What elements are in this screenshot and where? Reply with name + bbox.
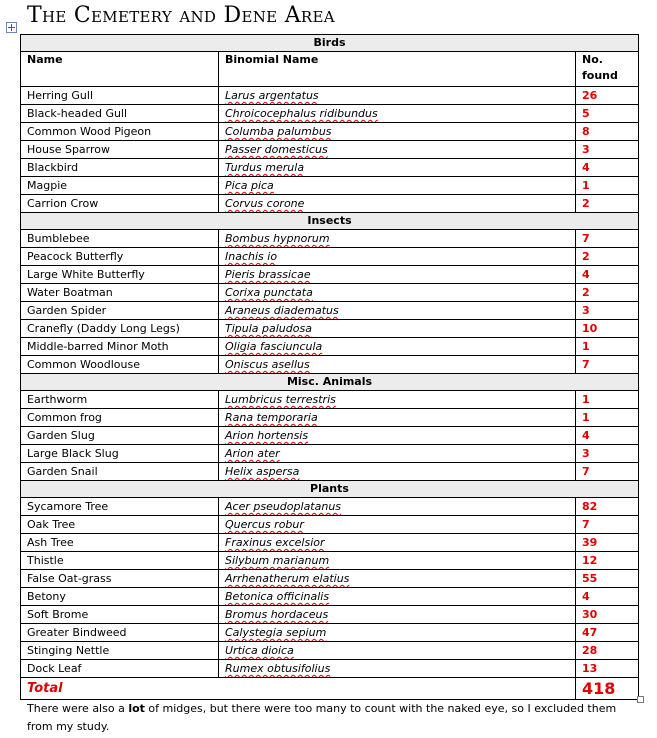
table-row: [21, 534, 639, 552]
table-row: [21, 266, 639, 284]
count-value: 5: [576, 105, 639, 123]
species-name: Earthworm: [21, 391, 219, 409]
table-row: [21, 105, 639, 123]
species-table: [20, 34, 639, 700]
table-row: [21, 427, 639, 445]
table-row: [21, 552, 639, 570]
count-value: 4: [576, 266, 639, 284]
count-value: 26: [576, 87, 639, 105]
section-title: Misc. Animals: [21, 374, 639, 391]
binomial-cell: [219, 409, 576, 427]
column-header-row: [21, 52, 639, 87]
count-value: 4: [576, 159, 639, 177]
species-name: Dock Leaf: [21, 660, 219, 678]
table-row: [21, 141, 639, 159]
table-row: [21, 588, 639, 606]
table-row: [21, 498, 639, 516]
column-header-name: Name: [21, 52, 219, 87]
species-name: Black-headed Gull: [21, 105, 219, 123]
binomial-name: Bromus hordaceus: [225, 608, 329, 621]
binomial-cell: [219, 588, 576, 606]
table-row: [21, 195, 639, 213]
binomial-name: Bombus hypnorum: [225, 232, 330, 245]
table-row: [21, 356, 639, 374]
table-row: [21, 177, 639, 195]
count-value: 2: [576, 195, 639, 213]
table-row: [21, 660, 639, 678]
binomial-name: Fraxinus excelsior: [225, 536, 325, 549]
count-value: 10: [576, 320, 639, 338]
species-name: Garden Slug: [21, 427, 219, 445]
binomial-cell: [219, 642, 576, 660]
note-paragraph: [27, 700, 639, 736]
species-name: Large White Butterfly: [21, 266, 219, 284]
species-name: Stinging Nettle: [21, 642, 219, 660]
count-value: 3: [576, 445, 639, 463]
note-text-start: There were also a: [27, 702, 129, 715]
species-name: Blackbird: [21, 159, 219, 177]
binomial-name: Betonica officinalis: [225, 590, 330, 603]
species-name: Sycamore Tree: [21, 498, 219, 516]
binomial-name: Pica pica: [225, 179, 274, 192]
table-row: [21, 463, 639, 481]
binomial-name: Rana temporaria: [225, 411, 318, 424]
binomial-cell: [219, 338, 576, 356]
binomial-cell: [219, 159, 576, 177]
binomial-name: Arion hortensis: [225, 429, 309, 442]
species-name: Cranefly (Daddy Long Legs): [21, 320, 219, 338]
species-name: Large Black Slug: [21, 445, 219, 463]
binomial-name: Acer pseudoplatanus: [225, 500, 342, 513]
species-name: House Sparrow: [21, 141, 219, 159]
section-header-row: [21, 481, 639, 498]
count-value: 4: [576, 427, 639, 445]
binomial-cell: [219, 320, 576, 338]
section-title: Birds: [21, 35, 639, 52]
binomial-cell: [219, 552, 576, 570]
binomial-name: Arion ater: [225, 447, 280, 460]
binomial-cell: [219, 284, 576, 302]
table-row: [21, 570, 639, 588]
species-name: Peacock Butterfly: [21, 248, 219, 266]
binomial-cell: [219, 105, 576, 123]
binomial-name: Pieris brassicae: [225, 268, 311, 281]
binomial-cell: [219, 123, 576, 141]
table-row: [21, 409, 639, 427]
table-row: [21, 230, 639, 248]
species-name: Carrion Crow: [21, 195, 219, 213]
note-text-emphasis: lot: [128, 702, 145, 715]
table-row: [21, 338, 639, 356]
count-value: 7: [576, 516, 639, 534]
species-name: Greater Bindweed: [21, 624, 219, 642]
count-value: 7: [576, 356, 639, 374]
binomial-cell: [219, 427, 576, 445]
species-name: Common frog: [21, 409, 219, 427]
binomial-cell: [219, 87, 576, 105]
binomial-name: Calystegia sepium: [225, 626, 327, 639]
table-row: [21, 87, 639, 105]
note-text-end: of midges, but there were too many to count with the naked eye, so I excluded them from my study.: [27, 702, 617, 733]
binomial-cell: [219, 606, 576, 624]
table-row: [21, 284, 639, 302]
species-name: Soft Brome: [21, 606, 219, 624]
count-value: 1: [576, 338, 639, 356]
binomial-name: Chroicocephalus ridibundus: [225, 107, 378, 120]
species-name: Garden Snail: [21, 463, 219, 481]
binomial-cell: [219, 195, 576, 213]
binomial-name: Urtica dioica: [225, 644, 294, 657]
count-value: 8: [576, 123, 639, 141]
species-name: Betony: [21, 588, 219, 606]
count-value: 4: [576, 588, 639, 606]
species-name: Magpie: [21, 177, 219, 195]
binomial-cell: [219, 570, 576, 588]
count-value: 7: [576, 230, 639, 248]
species-table-body: [21, 35, 639, 700]
count-value: 13: [576, 660, 639, 678]
species-name: Herring Gull: [21, 87, 219, 105]
species-name: False Oat-grass: [21, 570, 219, 588]
total-label: Total: [21, 678, 576, 700]
binomial-name: Corixa punctata: [225, 286, 313, 299]
binomial-cell: [219, 177, 576, 195]
section-title: Plants: [21, 481, 639, 498]
binomial-cell: [219, 463, 576, 481]
count-value: 55: [576, 570, 639, 588]
count-value: 47: [576, 624, 639, 642]
document-title: The Cemetery and Dene Area: [27, 3, 335, 28]
binomial-name: Corvus corone: [225, 197, 305, 210]
binomial-cell: [219, 230, 576, 248]
table-row: [21, 123, 639, 141]
binomial-cell: [219, 248, 576, 266]
binomial-cell: [219, 302, 576, 320]
column-header-count: No. found: [576, 52, 639, 87]
species-name: Bumblebee: [21, 230, 219, 248]
binomial-name: Oligia fasciuncula: [225, 340, 323, 353]
binomial-name: Passer domesticus: [225, 143, 328, 156]
binomial-cell: [219, 534, 576, 552]
binomial-name: Rumex obtusifolius: [225, 662, 331, 675]
section-header-row: [21, 374, 639, 391]
count-value: 1: [576, 391, 639, 409]
move-arrows-icon[interactable]: [6, 22, 17, 33]
table-row: [21, 606, 639, 624]
species-name: Thistle: [21, 552, 219, 570]
count-value: 2: [576, 284, 639, 302]
total-value: 418: [576, 678, 639, 700]
binomial-name: Araneus diadematus: [225, 304, 339, 317]
count-value: 82: [576, 498, 639, 516]
table-row: [21, 391, 639, 409]
count-value: 30: [576, 606, 639, 624]
binomial-name: Lumbricus terrestris: [225, 393, 336, 406]
binomial-name: Turdus merula: [225, 161, 305, 174]
binomial-name: Inachis io: [225, 250, 278, 263]
species-name: Middle-barred Minor Moth: [21, 338, 219, 356]
binomial-cell: [219, 516, 576, 534]
count-value: 39: [576, 534, 639, 552]
table-row: [21, 445, 639, 463]
table-row: [21, 248, 639, 266]
binomial-name: Helix aspersa: [225, 465, 300, 478]
binomial-name: Arrhenatherum elatius: [225, 572, 350, 585]
species-name: Garden Spider: [21, 302, 219, 320]
binomial-name: Quercus robur: [225, 518, 304, 531]
count-value: 28: [576, 642, 639, 660]
species-name: Common Woodlouse: [21, 356, 219, 374]
binomial-cell: [219, 660, 576, 678]
species-name: Common Wood Pigeon: [21, 123, 219, 141]
binomial-name: Larus argentatus: [225, 89, 319, 102]
count-value: 2: [576, 248, 639, 266]
table-row: [21, 624, 639, 642]
section-title: Insects: [21, 213, 639, 230]
binomial-name: Columba palumbus: [225, 125, 332, 138]
binomial-cell: [219, 356, 576, 374]
count-value: 1: [576, 409, 639, 427]
species-name: Water Boatman: [21, 284, 219, 302]
binomial-cell: [219, 141, 576, 159]
table-row: [21, 320, 639, 338]
count-value: 1: [576, 177, 639, 195]
binomial-name: Oniscus asellus: [225, 358, 310, 371]
species-name: Oak Tree: [21, 516, 219, 534]
table-row: [21, 516, 639, 534]
table-row: [21, 642, 639, 660]
column-header-binomial: Binomial Name: [219, 52, 576, 87]
count-value: 12: [576, 552, 639, 570]
section-header-row: [21, 35, 639, 52]
section-header-row: [21, 213, 639, 230]
count-value: 3: [576, 141, 639, 159]
binomial-cell: [219, 266, 576, 284]
count-value: 7: [576, 463, 639, 481]
species-name: Ash Tree: [21, 534, 219, 552]
binomial-cell: [219, 391, 576, 409]
binomial-cell: [219, 624, 576, 642]
total-row: [21, 678, 639, 700]
binomial-name: Tipula paludosa: [225, 322, 312, 335]
count-value: 3: [576, 302, 639, 320]
binomial-cell: [219, 445, 576, 463]
binomial-cell: [219, 498, 576, 516]
table-row: [21, 302, 639, 320]
table-row: [21, 159, 639, 177]
binomial-name: Silybum marianum: [225, 554, 330, 567]
